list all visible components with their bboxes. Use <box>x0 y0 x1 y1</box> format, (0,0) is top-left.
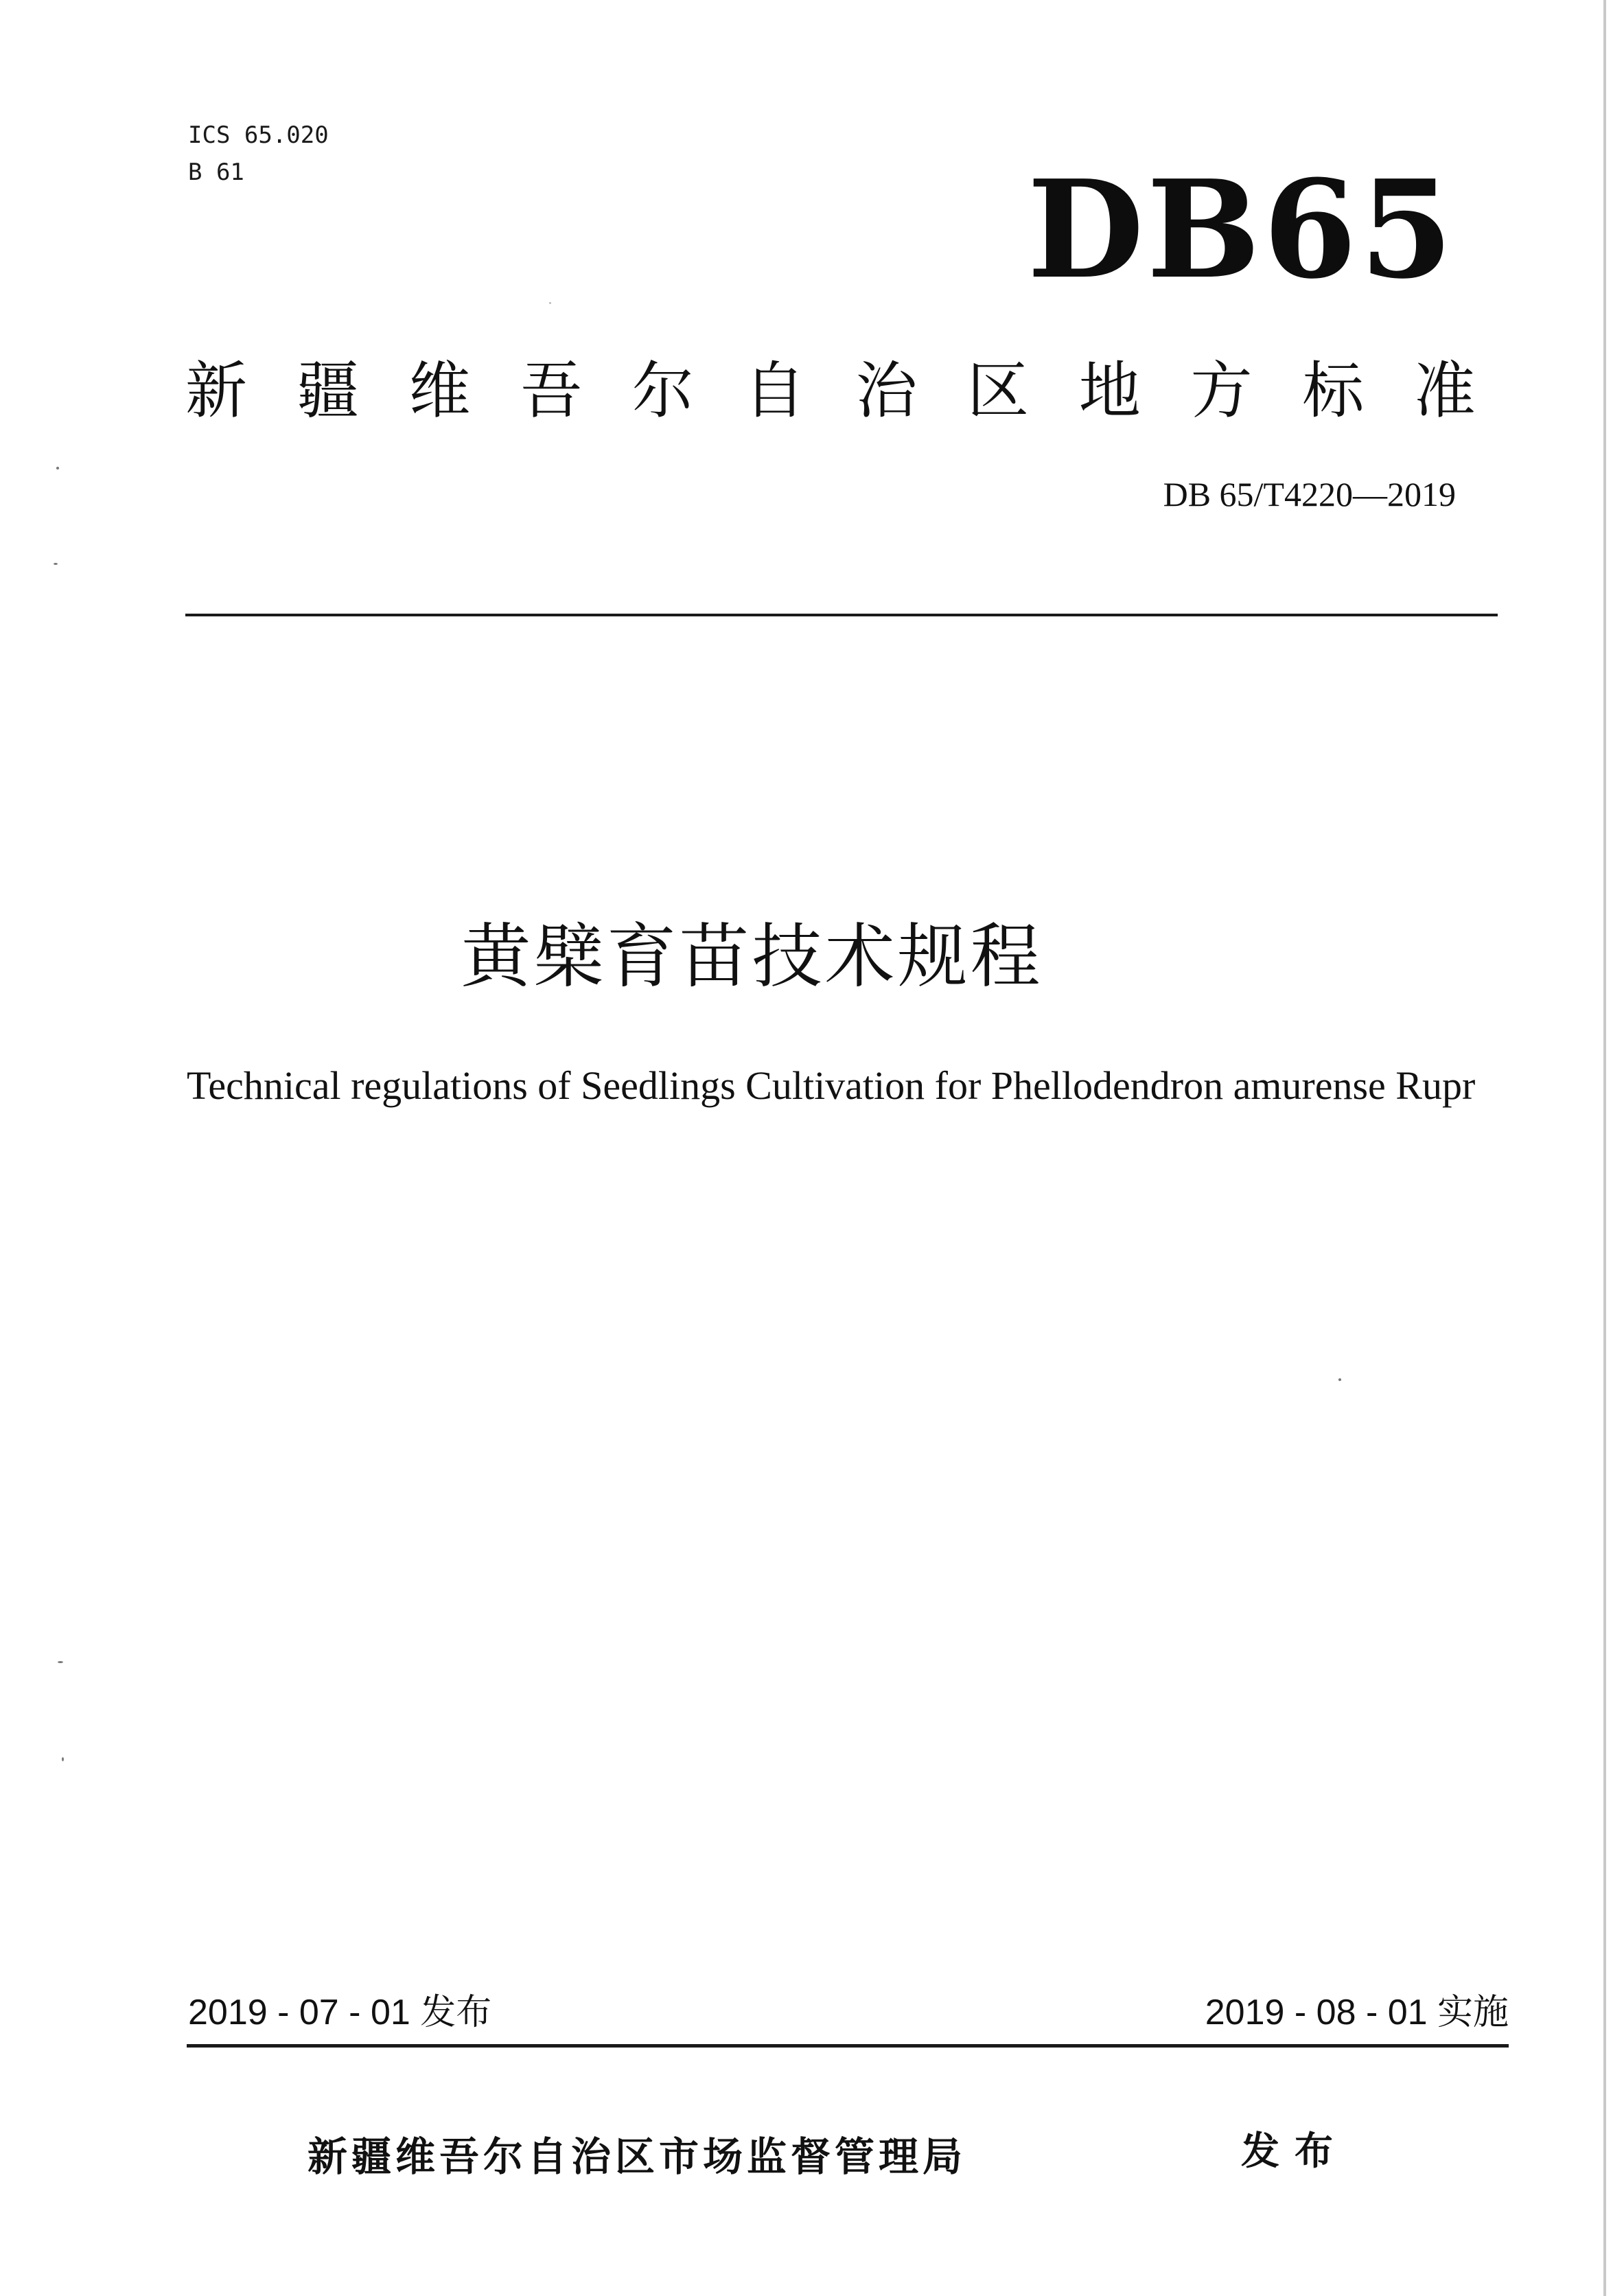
scan-edge-line <box>1603 0 1606 2296</box>
scan-speck <box>62 1757 64 1761</box>
standard-type-char: 地 <box>1078 355 1141 427</box>
effective-date: 2019 - 08 - 01 实施 <box>1205 1993 1509 2032</box>
standard-type-title <box>185 353 1476 429</box>
issue-date: 2019 - 07 - 01 发布 <box>188 1993 492 2032</box>
standard-type-char: 方 <box>1190 355 1253 427</box>
standard-type-char: 维 <box>408 355 471 427</box>
ics-code: ICS 65.020 <box>188 121 329 149</box>
scan-speck <box>1338 1378 1341 1381</box>
standard-type-char: 治 <box>855 355 918 427</box>
standard-number: DB 65/T4220—2019 <box>1163 475 1456 513</box>
scan-speck <box>54 563 58 565</box>
standard-type-char: 区 <box>967 355 1030 427</box>
document-title-english: Technical regulations of Seedlings Cultivation for Phellodendron amurense Rupr <box>187 1063 1476 1108</box>
scan-speck <box>56 467 59 469</box>
standard-type-char: 尔 <box>631 355 694 427</box>
standard-type-char: 新 <box>185 355 247 427</box>
standard-type-char: 吾 <box>520 355 583 427</box>
standard-logo: DB65 <box>1027 151 1456 309</box>
standard-type-char: 自 <box>743 355 806 427</box>
standard-type-char: 疆 <box>297 355 359 427</box>
publish-label: 发布 <box>1241 2129 1348 2174</box>
scan-speck <box>549 302 551 304</box>
footer-divider <box>187 2044 1509 2048</box>
standard-type-char: 标 <box>1302 355 1365 427</box>
scan-speck <box>58 1661 63 1663</box>
classification-codes <box>188 117 329 191</box>
document-title-chinese: 黄檗育苗技术规程 <box>461 916 1043 998</box>
ccs-code: B 61 <box>188 159 244 186</box>
standard-type-char: 准 <box>1413 355 1476 427</box>
header-divider <box>185 614 1498 616</box>
publisher-name: 新疆维吾尔自治区市场监督管理局 <box>308 2133 967 2180</box>
